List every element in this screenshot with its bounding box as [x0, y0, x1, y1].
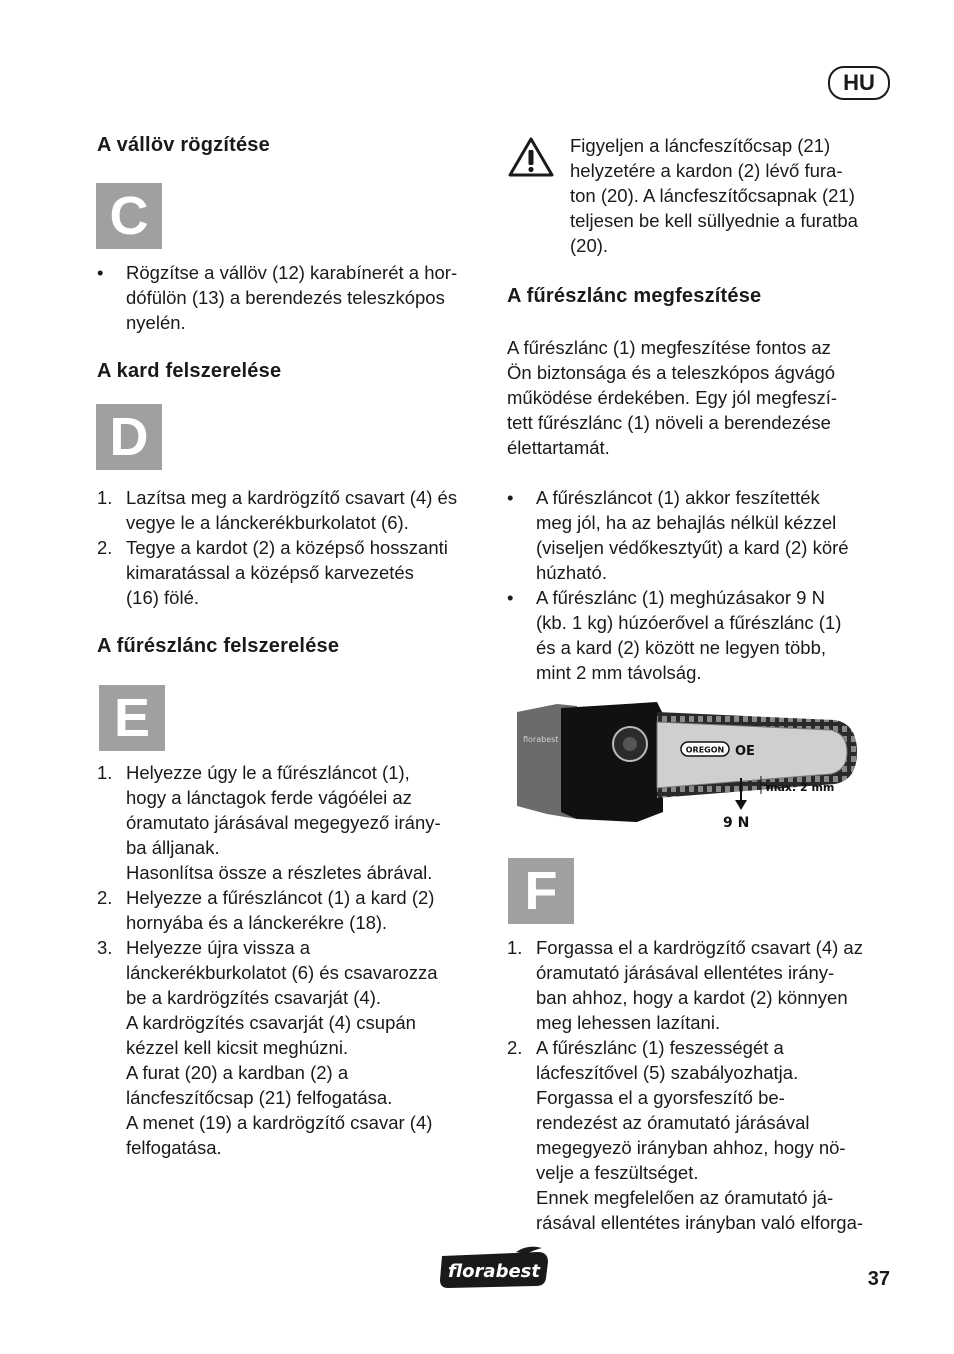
text-line: A fűrészlánc (1) megfeszítése fontos az [507, 337, 831, 358]
max-gap-label: max. 2 mm [766, 781, 835, 794]
number-marker: 2. [97, 537, 113, 558]
text-line: Helyezze újra vissza a [126, 937, 311, 958]
section-heading-shoulder-strap: A vállöv rögzítése [97, 134, 270, 156]
number-marker: 1. [97, 762, 113, 783]
bar-mark-text: OE [735, 744, 755, 759]
list-item [507, 935, 892, 1035]
text-line: tett fűrészlánc (1) növeli a berendezése [507, 412, 831, 433]
text-line: óramutató járásával ellentétes irány- [536, 962, 835, 983]
text-line: és a kard (2) között ne legyen több, [536, 637, 827, 658]
text-line: A menet (19) a kardrögzítő csavar (4) [126, 1112, 433, 1133]
number-marker: 1. [97, 487, 113, 508]
text-line: helyzetére a kardon (2) lévő fura- [570, 160, 843, 181]
text-line: rendezést az óramutató járásával [536, 1112, 810, 1133]
text-line: A fűrészlánc (1) feszességét a [536, 1037, 784, 1058]
text-line: teljesen be kell süllyednie a furatba [570, 210, 858, 231]
text-line: dófülön (13) a berendezés teleszkópos [126, 287, 445, 308]
text-line: láncfeszítőcsap (21) felfogatása. [126, 1087, 393, 1108]
text-line: kézzel kell kicsit meghúzni. [126, 1037, 349, 1058]
step-letter-e: E [99, 685, 165, 751]
text-line: be a kardrögzítés csavarját (4). [126, 987, 381, 1008]
text-line: Rögzítse a vállöv (12) karabínerét a hor- [126, 262, 458, 283]
step-letter-c: C [96, 183, 162, 249]
oregon-logo-text: OREGON [685, 745, 725, 755]
number-marker: 2. [507, 1037, 523, 1058]
step-letter-d: D [96, 404, 162, 470]
text-line: Helyezze a fűrészláncot (1) a kard (2) [126, 887, 435, 908]
chain-mounting-list [97, 760, 487, 1160]
text-line: rásával ellentétes irányban való elforga- [536, 1212, 864, 1233]
text-line: A kardrögzítés csavarját (4) csupán [126, 1012, 416, 1033]
text-line: A fűrészláncot (1) akkor feszítették [536, 487, 820, 508]
text-line: vegye le a lánckerékburkolatot (6). [126, 512, 409, 533]
text-line: óramutato járásával megegyező irány- [126, 812, 441, 833]
florabest-logo [438, 1246, 550, 1290]
brand-text: florabest [448, 1261, 540, 1282]
text-line: (16) fölé. [126, 587, 200, 608]
tension-knob-center [623, 737, 637, 751]
text-line: A furat (20) a kardban (2) a [126, 1062, 349, 1083]
text-line: Forgassa el a kardrögzítő csavart (4) az [536, 937, 863, 958]
force-label: 9 N [723, 815, 750, 831]
text-line: meg jól, ha az behajlás nélkül kézzel [536, 512, 837, 533]
text-line: kimaratással a középső karvezetés [126, 562, 414, 583]
text-line: működése érdekében. Egy jól megfeszí- [507, 387, 838, 408]
list-item [97, 760, 487, 885]
list-item [507, 485, 892, 585]
text-line: ba álljanak. [126, 837, 220, 858]
number-marker: 3. [97, 937, 113, 958]
sprocket-cover [561, 702, 663, 822]
page-number: 37 [867, 1268, 890, 1290]
text-line: meg lehessen lazítani. [536, 1012, 721, 1033]
number-marker: 2. [97, 887, 113, 908]
bullet-marker: • [97, 262, 104, 283]
text-line: Ennek megfelelően az óramutató já- [536, 1187, 834, 1208]
text-line: A fűrészlánc (1) meghúzásakor 9 N [536, 587, 825, 608]
text-line: lácfeszítővel (5) szabályozhatja. [536, 1062, 799, 1083]
shoulder-strap-list [97, 260, 487, 335]
text-line: Ön biztonsága és a teleszkópos ágvágó [507, 362, 836, 383]
text-line: megegyezö irányban ahhoz, hogy nö- [536, 1137, 846, 1158]
text-line: nyelén. [126, 312, 186, 333]
text-line: (20). [570, 235, 609, 256]
section-heading-chain-mounting: A fűrészlánc felszerelése [97, 635, 340, 657]
chain-tensioning-list [507, 485, 892, 685]
text-line: Hasonlítsa össze a részletes ábrával. [126, 862, 433, 883]
text-line: lánckerékburkolatot (6) és csavarozza [126, 962, 438, 983]
list-item [97, 935, 487, 1160]
text-line: Forgassa el a gyorsfeszítő be- [536, 1087, 785, 1108]
text-line: ban ahhoz, hogy a kardot (2) könnyen [536, 987, 848, 1008]
text-line: élettartamát. [507, 437, 610, 458]
text-line: (kb. 1 kg) húzóerővel a fűrészlánc (1) [536, 612, 842, 633]
text-line: hogy a lánctagok ferde vágóélei az [126, 787, 412, 808]
force-arrow-head [735, 800, 747, 810]
section-heading-bar-mounting: A kard felszerelése [97, 360, 282, 382]
bullet-marker: • [507, 587, 514, 608]
list-item [97, 260, 487, 335]
chain-tension-figure [517, 694, 862, 839]
language-badge: HU [828, 66, 890, 100]
bullet-marker: • [507, 487, 514, 508]
list-item [97, 485, 487, 535]
text-line: ton (20). A láncfeszítőcsapnak (21) [570, 185, 855, 206]
warning-triangle-icon [507, 136, 555, 178]
section-heading-chain-tensioning: A fűrészlánc megfeszítése [507, 285, 762, 307]
text-line: Tegye a kardot (2) a középső hosszanti [126, 537, 448, 558]
housing-brand-text: florabest [523, 735, 559, 744]
list-item [97, 535, 487, 610]
text-line: felfogatása. [126, 1137, 222, 1158]
number-marker: 1. [507, 937, 523, 958]
list-item [507, 1035, 892, 1235]
list-item [507, 585, 892, 685]
text-line: hornyába és a lánckerékre (18). [126, 912, 388, 933]
text-line: Figyeljen a láncfeszítőcsap (21) [570, 135, 831, 156]
text-line: (viseljen védőkesztyűt) a kard (2) köré [536, 537, 849, 558]
text-line: Helyezze úgy le a fűrészláncot (1), [126, 762, 410, 783]
bar-mounting-list [97, 485, 487, 610]
text-line: velje a feszültséget. [536, 1162, 699, 1183]
chain-tensioning-intro [507, 335, 892, 460]
adjustment-list [507, 935, 892, 1235]
list-item [97, 885, 487, 935]
text-line: Lazítsa meg a kardrögzítő csavart (4) és [126, 487, 458, 508]
text-line: húzható. [536, 562, 607, 583]
text-line: mint 2 mm távolság. [536, 662, 702, 683]
warning-text [570, 133, 890, 258]
step-letter-f: F [508, 858, 574, 924]
